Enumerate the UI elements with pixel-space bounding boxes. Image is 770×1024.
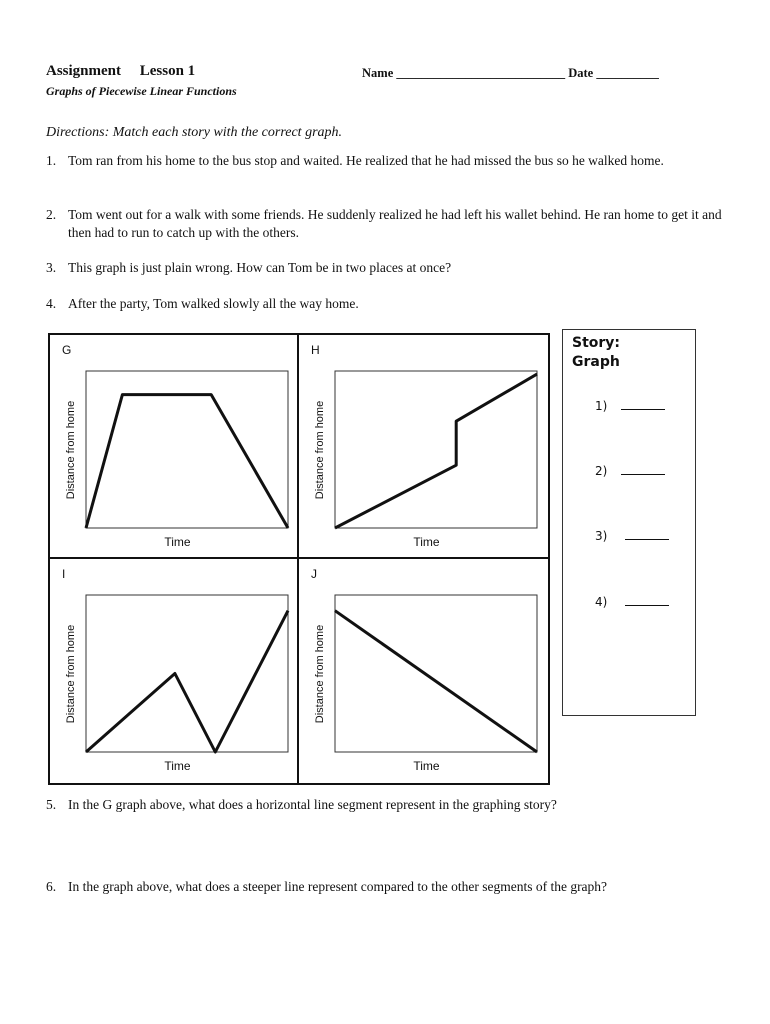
story-row-1 <box>595 397 665 413</box>
question-number: 1. <box>46 153 57 168</box>
question-4 <box>46 295 736 313</box>
x-axis-label: Time <box>164 535 191 549</box>
directions: Directions: Match each story with the correct graph. <box>46 125 343 140</box>
story-row-3 <box>595 527 669 543</box>
question-2 <box>46 206 736 242</box>
x-axis-label: Time <box>164 759 191 773</box>
question-number: 5. <box>46 797 57 812</box>
y-axis-label: Distance from home <box>65 400 77 500</box>
question-1 <box>46 152 736 170</box>
graph-panel-j <box>299 559 548 783</box>
graph-line <box>86 395 288 528</box>
question-5 <box>46 796 736 814</box>
story-heading-line2: Graph <box>572 354 620 370</box>
question-6 <box>46 878 736 896</box>
graph-line <box>335 611 537 752</box>
lesson-subtitle: Graphs of Piecewise Linear Functions <box>46 84 237 98</box>
graph-label: I <box>62 567 66 581</box>
question-text: In the G graph above, what does a horizontal line segment represent in the graphing story? <box>68 797 557 812</box>
story-row-number: 1) <box>595 399 608 413</box>
assignment-title: Assignment Lesson 1 <box>46 63 196 79</box>
question-text: In the graph above, what does a steeper line represent compared to the other segments of the graph? <box>68 879 608 894</box>
question-3 <box>46 259 736 277</box>
story-heading-line1: Story: <box>572 335 621 351</box>
story-row-number: 3) <box>595 529 608 543</box>
question-text: Tom ran from his home to the bus stop and waited. He realized that he had missed the bus so he walked home. <box>68 153 664 168</box>
question-number: 3. <box>46 260 57 275</box>
plot-frame <box>335 595 537 752</box>
story-row-number: 2) <box>595 464 608 478</box>
story-row-4 <box>595 593 669 609</box>
question-text: After the party, Tom walked slowly all the way home. <box>68 296 359 311</box>
answer-blank[interactable] <box>621 397 665 410</box>
plot-frame <box>86 595 288 752</box>
question-number: 6. <box>46 879 57 894</box>
graph-label: G <box>62 343 72 357</box>
graph-plot <box>50 335 299 559</box>
answer-blank[interactable] <box>625 527 669 540</box>
graph-panel-i <box>50 559 299 783</box>
story-row-number: 4) <box>595 595 608 609</box>
question-text: Tom went out for a walk with some friends. He suddenly realized he had left his wallet behind. He ran home to get it and then had to run to catch up with the others. <box>68 207 722 240</box>
graph-label: H <box>311 343 320 357</box>
graph-plot <box>299 335 548 559</box>
story-box-heading <box>572 334 620 372</box>
name-date-line: Name ___________________________ Date __________ <box>362 66 659 80</box>
story-graph-box <box>562 329 696 716</box>
story-row-2 <box>595 462 665 478</box>
graph-plot <box>299 559 548 783</box>
plot-frame <box>335 371 537 528</box>
graph-label: J <box>311 567 317 581</box>
answer-blank[interactable] <box>625 593 669 606</box>
graph-plot <box>50 559 299 783</box>
answer-blank[interactable] <box>621 462 665 475</box>
y-axis-label: Distance from home <box>65 624 77 724</box>
x-axis-label: Time <box>413 535 440 549</box>
graph-line <box>86 611 288 752</box>
y-axis-label: Distance from home <box>314 624 326 724</box>
graph-line <box>335 374 537 528</box>
question-number: 2. <box>46 207 57 222</box>
y-axis-label: Distance from home <box>314 400 326 500</box>
graph-panel-g <box>50 335 299 559</box>
x-axis-label: Time <box>413 759 440 773</box>
question-text: This graph is just plain wrong. How can Tom be in two places at once? <box>68 260 452 275</box>
question-number: 4. <box>46 296 57 311</box>
graph-panel-h <box>299 335 548 559</box>
graphs-grid <box>48 333 550 785</box>
